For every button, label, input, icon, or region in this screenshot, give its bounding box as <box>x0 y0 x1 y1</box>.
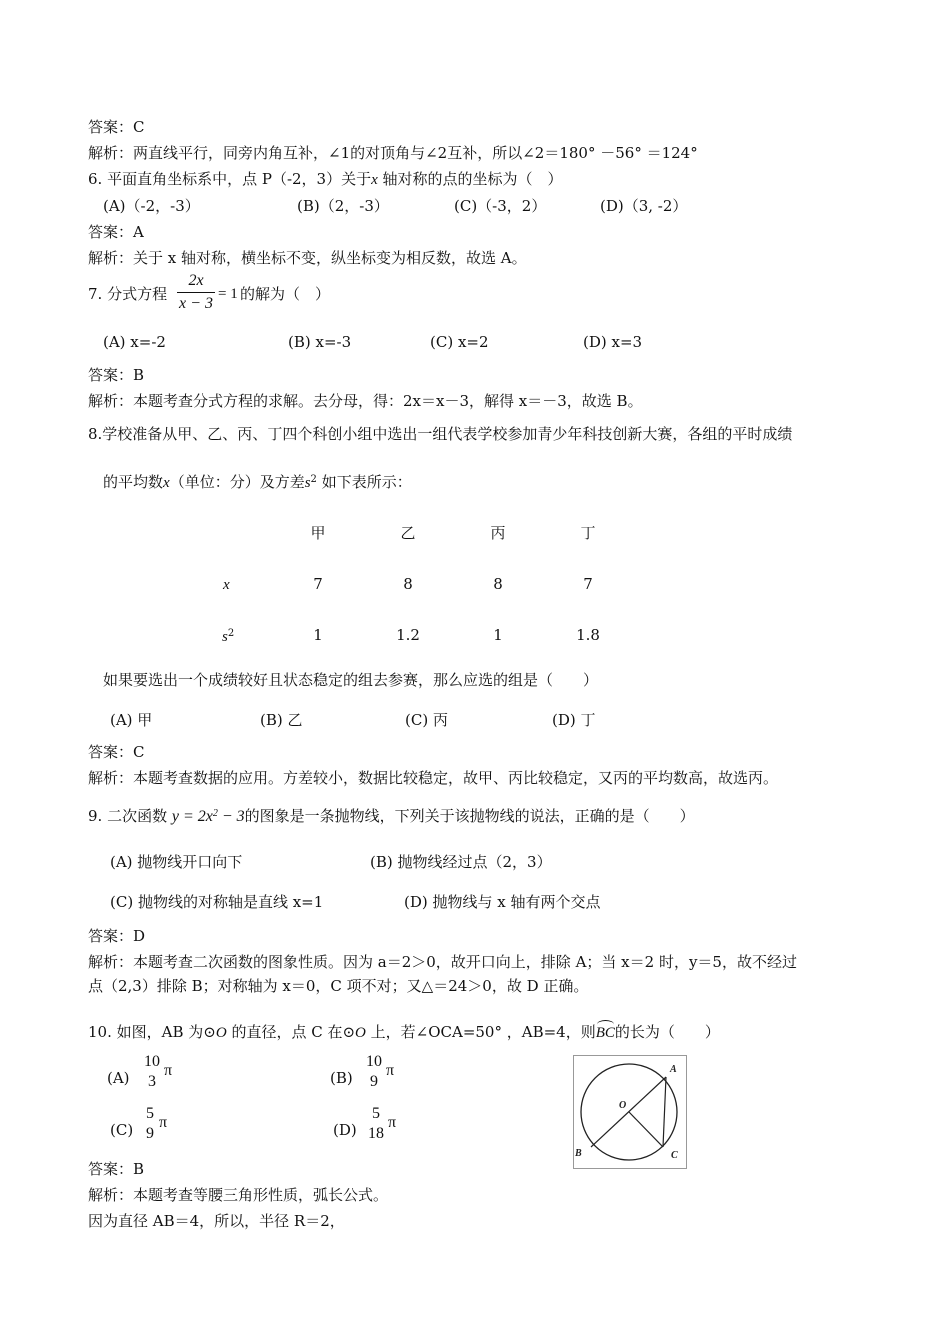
q8-header-yi: 乙 <box>400 524 416 542</box>
q7-fraction-denominator: x − 3 <box>179 295 213 312</box>
q9-explanation-line2: 点（2,3）排除 B；对称轴为 x＝0，C 项不对；又△＝24＞0，故 D 正确。 <box>88 977 589 995</box>
q6-stem-var: x <box>371 172 378 188</box>
q9-function-b: − 3 <box>217 808 245 825</box>
q10-option-d-pi: π <box>388 1114 397 1131</box>
q8-row-mean-label: x <box>223 577 230 593</box>
q9-option-a: (A) 抛物线开口向下 <box>110 853 243 871</box>
q8-var-yi: 1.2 <box>396 626 420 644</box>
q6-option-d: (D)（3, -2） <box>600 197 688 215</box>
q8-stem-line2-a: 的平均数 <box>103 473 164 491</box>
q8-stem-line2 <box>103 472 412 495</box>
q10-option-c-den: 9 <box>146 1125 154 1142</box>
q10-option-b-num: 10 <box>366 1053 382 1070</box>
q7-fraction-numerator: 2x <box>188 272 204 289</box>
q8-mean-bing: 8 <box>493 575 503 593</box>
q8-variance-symbol: s <box>304 475 311 491</box>
q8-mean-ding: 7 <box>583 575 593 593</box>
q10-label-a: A <box>670 1064 677 1075</box>
q7-fraction-bar <box>177 292 215 293</box>
q6-stem-a: 6. 平面直角坐标系中，点 P（-2，3）关于 <box>88 170 372 188</box>
q6-stem-b: 轴对称的点的坐标为（ ） <box>377 170 563 188</box>
q8-option-d: (D) 丁 <box>552 711 596 729</box>
q10-option-d-den: 18 <box>368 1125 384 1142</box>
q8-row-variance-label <box>222 626 234 649</box>
q9-stem-b: 的图象是一条抛物线，下列关于该抛物线的说法，正确的是（ ） <box>244 807 695 825</box>
q10-answer: 答案：B <box>88 1160 145 1178</box>
q7-option-a: (A) x=-2 <box>103 333 166 351</box>
q9-stem-a: 9. 二次函数 <box>88 807 168 825</box>
q8-mean-symbol: x <box>163 475 170 491</box>
q9-answer: 答案：D <box>88 927 146 945</box>
q8-row-variance-symbol: s <box>222 629 228 645</box>
q8-mean-yi: 8 <box>403 575 413 593</box>
q10-circle-o2: O <box>355 1025 366 1041</box>
q7-option-c: (C) x=2 <box>430 333 489 351</box>
q8-option-a: (A) 甲 <box>110 711 153 729</box>
q10-stem-b: 的直径，点 C 在⊙ <box>226 1023 356 1041</box>
q7-stem-a: 7. 分式方程 <box>88 285 168 303</box>
q8-option-b: (B) 乙 <box>260 711 303 729</box>
q10-option-d-num: 5 <box>372 1105 380 1122</box>
q10-option-b-label: (B) <box>330 1069 353 1087</box>
q10-explanation-line2: 因为直径 AB＝4，所以，半径 R＝2， <box>88 1212 345 1230</box>
q8-header-jia: 甲 <box>310 524 326 542</box>
q10-option-a-num: 10 <box>144 1053 160 1070</box>
q10-stem <box>88 1022 720 1043</box>
q10-option-c-label: (C) <box>110 1121 134 1139</box>
q8-explanation: 解析：本题考查数据的应用。方差较小，数据比较稳定，故甲、丙比较稳定，又丙的平均数高，故选丙。 <box>88 769 779 787</box>
q7-option-b: (B) x=-3 <box>288 333 352 351</box>
q10-stem-a: 10. 如图，AB 为⊙ <box>88 1023 216 1041</box>
q10-option-c-pi: π <box>159 1114 168 1131</box>
q10-stem-c: 上，若∠OCA=50° ，AB=4，则 <box>365 1023 596 1041</box>
q8-variance-sup: 2 <box>310 474 317 485</box>
q7-fraction <box>177 272 215 313</box>
q10-option-b-fraction <box>362 1053 386 1091</box>
q10-label-c: C <box>671 1150 678 1161</box>
q8-stem-line1: 8.学校准备从甲、乙、丙、丁四个科创小组中选出一组代表学校参加青少年科技创新大赛，各组的平时成绩 <box>88 425 793 443</box>
q8-header-ding: 丁 <box>580 524 596 542</box>
q10-label-o: O <box>619 1100 627 1111</box>
q9-option-b: (B) 抛物线经过点（2，3） <box>370 853 552 871</box>
q10-option-c-fraction <box>140 1105 160 1143</box>
q9-option-c: (C) 抛物线的对称轴是直线 x=1 <box>110 893 324 911</box>
q10-label-b: B <box>575 1148 582 1159</box>
q9-function <box>172 808 245 825</box>
q7-option-d: (D) x=3 <box>583 333 643 351</box>
q8-answer: 答案：C <box>88 743 145 761</box>
q7-stem-b: 的解为（ ） <box>240 285 331 303</box>
q8-mean-jia: 7 <box>313 575 323 593</box>
q10-arc-mark <box>597 1020 614 1029</box>
q8-option-c: (C) 丙 <box>405 711 448 729</box>
q6-option-a: (A)（-2，-3） <box>103 197 200 215</box>
q9-option-d: (D) 抛物线与 x 轴有两个交点 <box>404 893 601 911</box>
q6-stem <box>88 169 563 190</box>
q10-option-b-den: 9 <box>370 1073 378 1090</box>
q7-answer: 答案：B <box>88 366 145 384</box>
q10-option-a-fraction <box>140 1053 164 1091</box>
q8-question: 如果要选出一个成绩较好且状态稳定的组去参赛，那么应选的组是（ ） <box>103 671 599 689</box>
q8-var-bing: 1 <box>493 626 503 644</box>
q6-option-c: (C)（-3，2） <box>454 197 547 215</box>
q10-option-a-label: (A) <box>107 1069 130 1087</box>
q8-var-ding: 1.8 <box>576 626 600 644</box>
q8-header-bing: 丙 <box>490 524 506 542</box>
q10-explanation-line1: 解析：本题考查等腰三角形性质，弧长公式。 <box>88 1186 389 1204</box>
q9-function-a: y = 2x <box>171 808 213 825</box>
q10-arc-label: BC <box>595 1025 615 1041</box>
q5-explanation: 解析：两直线平行，同旁内角互补，∠1的对顶角与∠2互补，所以∠2＝180° －56° ＝124° <box>88 144 698 162</box>
q10-option-a-den: 3 <box>148 1073 156 1090</box>
q9-stem <box>88 806 695 829</box>
q10-arc-bc <box>596 1023 615 1043</box>
q9-function-sup: 2 <box>212 808 218 819</box>
q8-var-jia: 1 <box>313 626 323 644</box>
q10-option-c-num: 5 <box>146 1105 154 1122</box>
q7-stem-eq: = 1 <box>218 286 238 302</box>
q10-circle-figure <box>573 1055 687 1169</box>
q6-explanation: 解析：关于 x 轴对称，横坐标不变，纵坐标变为相反数，故选 A。 <box>88 249 527 267</box>
q10-option-d-label: (D) <box>333 1121 357 1139</box>
q5-answer: 答案：C <box>88 118 145 136</box>
q8-stem-line2-c: 如下表所示： <box>316 473 412 491</box>
q10-circle-o1: O <box>215 1025 227 1041</box>
q9-explanation-line1: 解析：本题考查二次函数的图象性质。因为 a＝2＞0，故开口向上，排除 A；当 x＝2 时，y＝5，故不经过 <box>88 953 797 971</box>
q7-explanation: 解析：本题考查分式方程的求解。去分母，得：2x＝x－3，解得 x＝－3，故选 B。 <box>88 392 643 410</box>
q8-stem-line2-b: （单位：分）及方差 <box>169 473 305 491</box>
q10-option-a-pi: π <box>164 1062 173 1079</box>
q6-option-b: (B)（2，-3） <box>297 197 389 215</box>
q10-option-d-fraction <box>363 1105 389 1143</box>
q6-answer: 答案：A <box>88 223 144 241</box>
q8-row-variance-sup: 2 <box>227 628 235 639</box>
q10-stem-d: 的长为（ ） <box>614 1023 720 1041</box>
q10-option-b-pi: π <box>386 1062 395 1079</box>
